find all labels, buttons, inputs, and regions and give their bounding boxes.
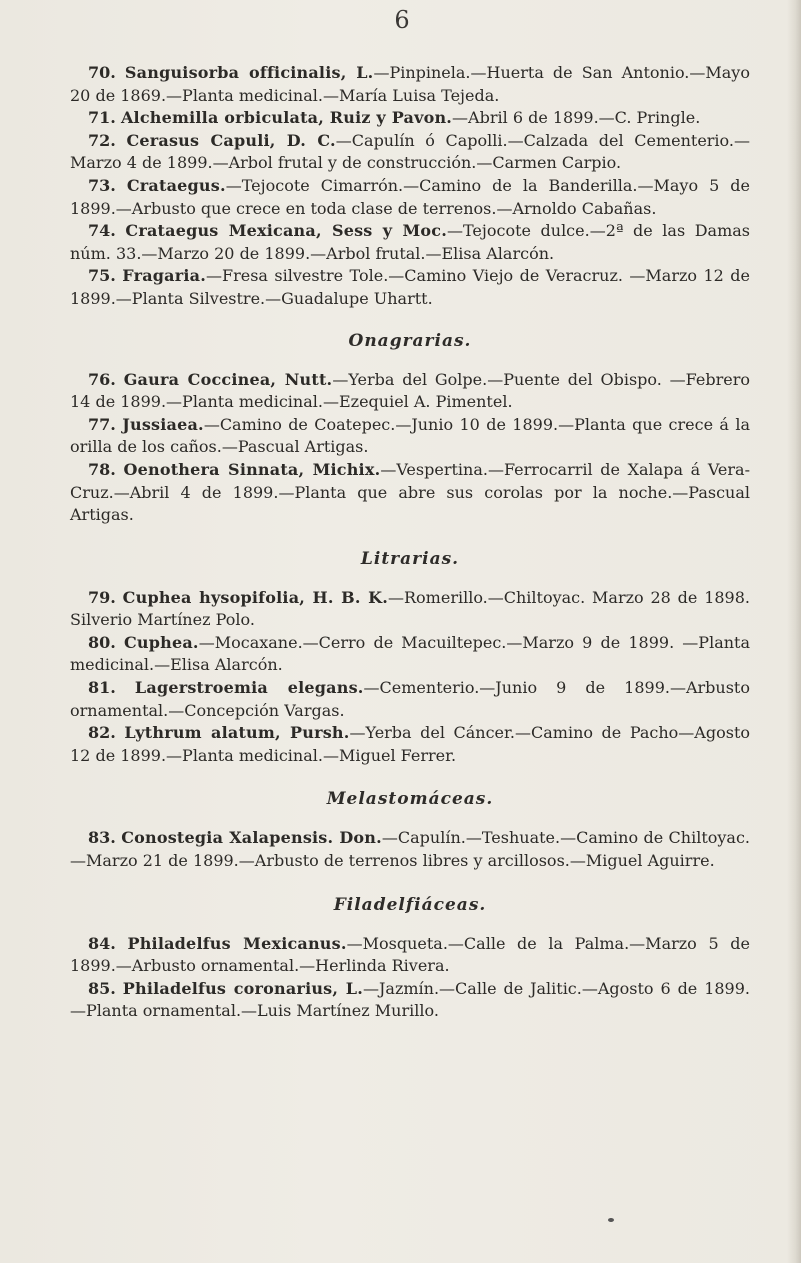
entry-74 — [70, 220, 750, 265]
entry-81 — [70, 677, 750, 722]
scientific-name: Cuphea hysopifolia, H. B. K. — [122, 587, 388, 607]
entry-72 — [70, 130, 750, 175]
scientific-name: Crataegus Mexicana, Sess y Moc. — [125, 221, 447, 241]
entry-76 — [70, 369, 750, 414]
entry-number: 71. — [88, 108, 116, 128]
entry-number: 84. — [88, 933, 116, 953]
entry-details: —Cementerio.—Junio 9 de 1899.—Arbusto ornamental.—Concepción Vargas. — [70, 678, 750, 720]
entry-number: 74. — [88, 221, 116, 241]
scientific-name: Alchemilla orbiculata, Ruiz y Pavon. — [120, 108, 453, 128]
entry-details: —Mosqueta.—Calle de la Palma.—Marzo 5 de 1899.—Arbusto ornamental.—Herlinda Rivera. — [70, 933, 750, 976]
entry-number: 80. — [88, 632, 116, 652]
entry-details: —Romerillo.—Chiltoyac. Marzo 28 de 1898. Silverio Martínez Polo. — [70, 587, 751, 630]
scientific-name: Cuphea. — [124, 632, 199, 652]
entry-details: —Capulín.—Teshuate.—Camino de Chiltoyac.—Marzo 21 de 1899.—Arbusto de terrenos libres y arcillosos.—Miguel Aguirre. — [70, 828, 751, 871]
section-heading-litrarias: Litrarias. — [360, 548, 460, 569]
scientific-name: Crataegus. — [126, 175, 226, 195]
entry-details: —Pinpinela.—Huerta de San Antonio.—Mayo 20 de 1869.—Planta medicinal.—María Luisa Tejeda. — [70, 63, 750, 105]
entry-83 — [70, 827, 750, 872]
entry-details: —Camino de Coatepec.—Junio 10 de 1899.—Planta que crece á la orilla de los caños.—Pascual Artigas. — [70, 414, 750, 457]
entry-78 — [70, 459, 750, 527]
entry-77 — [70, 414, 750, 459]
entry-80 — [70, 632, 750, 677]
entry-number: 81. — [88, 678, 116, 698]
entry-number: 83. — [88, 828, 116, 848]
entry-number: 73. — [88, 175, 116, 195]
entry-number: 70. — [88, 63, 116, 82]
entry-details: —Capulín ó Capolli.—Calzada del Cementerio.—Marzo 4 de 1899.—Arbol frutal y de construcción.—Carmen Carpio. — [70, 130, 750, 173]
entry-75 — [70, 265, 750, 310]
page-number: 6 — [394, 6, 410, 34]
entry-71 — [70, 107, 750, 130]
scientific-name: Philadelfus coronarius, L. — [122, 978, 363, 998]
entry-73 — [70, 175, 750, 220]
page-body — [70, 62, 750, 1023]
scientific-name: Oenothera Sinnata, Michix. — [123, 459, 381, 479]
section-heading-onagrarias: Onagrarias. — [348, 330, 472, 351]
entry-number: 82. — [88, 723, 116, 743]
entry-details: —Vespertina.—Ferrocarril de Xalapa á Vera-Cruz.—Abril 4 de 1899.—Planta que abre sus corolas por la noche.—Pascual Artigas. — [70, 459, 750, 525]
entry-number: 79. — [88, 587, 116, 607]
entry-82 — [70, 722, 750, 767]
entries-melastomaceas — [70, 827, 750, 872]
page-edge-shadow — [787, 0, 801, 1263]
scientific-name: Lythrum alatum, Pursh. — [124, 723, 350, 743]
scientific-name: Cerasus Capuli, D. C. — [126, 130, 336, 150]
entry-details: —Abril 6 de 1899.—C. Pringle. — [452, 108, 701, 128]
entry-details: —Yerba del Cáncer.—Camino de Pacho—Agosto 12 de 1899.—Planta medicinal.—Miguel Ferrer. — [70, 723, 751, 765]
scientific-name: Gaura Coccinea, Nutt. — [123, 369, 333, 389]
entry-details: —Yerba del Golpe.—Puente del Obispo. —Febrero 14 de 1899.—Planta medicinal.—Ezequiel A. Pimentel. — [70, 369, 750, 412]
entry-number: 75. — [88, 266, 116, 286]
entry-number: 72. — [88, 130, 116, 150]
entry-number: 85. — [88, 978, 116, 998]
section-heading-melastomaceas: Melastomáceas. — [326, 789, 494, 810]
scientific-name: Fragaria. — [122, 266, 206, 286]
entries-filadelfiaceas — [70, 933, 750, 1023]
entry-details: —Tejocote Cimarrón.—Camino de la Banderilla.—Mayo 5 de 1899.—Arbusto que crece en toda clase de terrenos.—Arnoldo Cabañas. — [70, 175, 750, 218]
scientific-name: Sanguisorba officinalis, L. — [124, 63, 374, 82]
scientific-name: Philadelfus Mexicanus. — [127, 933, 347, 953]
ink-mark — [608, 1218, 614, 1222]
entry-84 — [70, 933, 750, 978]
scientific-name: Lagerstroemia elegans. — [134, 678, 364, 698]
scientific-name: Conostegia Xalapensis. Don. — [121, 828, 382, 848]
entries-litrarias — [70, 587, 750, 768]
entry-details: —Fresa silvestre Tole.—Camino Viejo de Veracruz. —Marzo 12 de 1899.—Planta Silvestre.—Guadalupe Uhartt. — [70, 266, 750, 308]
entry-85 — [70, 978, 750, 1023]
entry-number: 78. — [88, 459, 116, 479]
entry-number: 76. — [88, 369, 116, 389]
entry-details: —Mocaxane.—Cerro de Macuiltepec.—Marzo 9 de 1899. —Planta medicinal.—Elisa Alarcón. — [70, 632, 750, 675]
entry-details: —Tejocote dulce.—2ª de las Damas núm. 33.—Marzo 20 de 1899.—Arbol frutal.—Elisa Alarcón. — [70, 221, 751, 263]
entries-onagrarias — [70, 369, 750, 527]
entries-rosaceas — [70, 62, 750, 311]
entry-number: 77. — [88, 414, 116, 434]
scientific-name: Jussiaea. — [122, 414, 204, 434]
section-heading-filadelfiaceas: Filadelfiáceas. — [333, 894, 487, 915]
entry-70 — [70, 62, 750, 107]
entry-details: —Jazmín.—Calle de Jalitic.—Agosto 6 de 1899.—Planta ornamental.—Luis Martínez Murillo. — [70, 978, 750, 1021]
entry-79 — [70, 587, 750, 632]
